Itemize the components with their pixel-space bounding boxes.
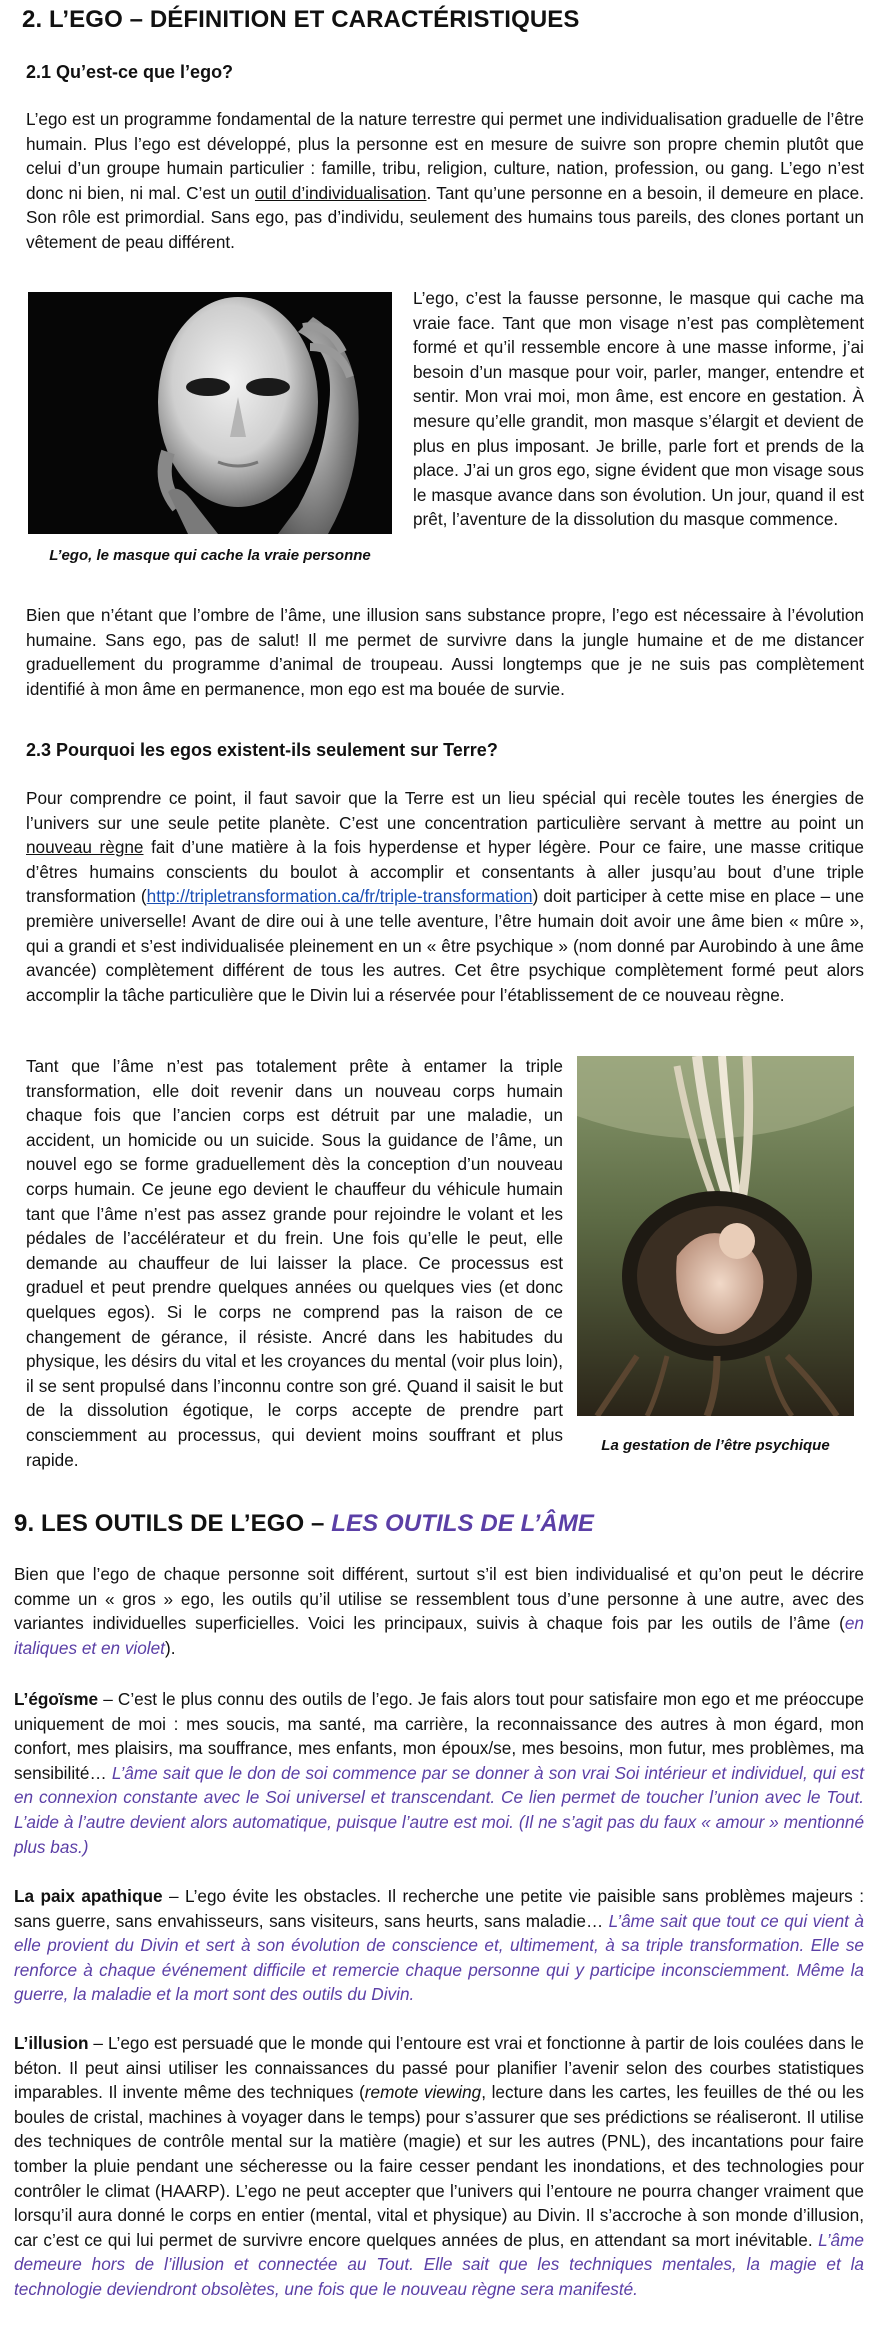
mask-photo [28,292,392,534]
triple-transformation-link[interactable]: http://tripletransformation.ca/fr/triple-transformation [146,886,533,907]
paragraph-ego-definition: L’ego est un programme fondamental de la nature terrestre qui permet une individualisation graduelle de l’être humain. Plus l’ego est développé, plus la personne est en mesure de suivre son propre chemin plutôt que celui d’un groupe humain particulier : famille, tribu, religion, culture, nation, profession, ou gang. L’ego n’est donc ni bien, ni mal. C’est un outil d’individualisation. Tant qu’une personne en a besoin, il demeure en place. Son rôle est primordial. Sans ego, pas d’individu, seulement des humains tous pareils, des clones portant un vêtement de peau différent. [26,109,864,252]
subsection-2-3-heading: 2.3 Pourquoi les egos existent-ils seulement sur Terre? [26,740,498,760]
paix-soul-text: L’âme sait que tout ce qui vient à elle provient du Divin et sert à son évolution de conscience et, ultimement, à sa triple transformation. Elle se renforce à chaque événement difficile et remercie chaque personne qui y participe inconsciemment. Même la guerre, la maladie et la mort sont des outils du Divin. [14,1910,864,2005]
paragraph-mask: L’ego, c’est la fausse personne, le masque qui cache ma vraie face. Tant que mon visage n’est pas complètement formé et qu’il ressemble encore à une masse informe, j’ai besoin d’un masque pour voir, parler, manger, entendre et sentir. Mon vrai moi, mon âme, est encore en gestation. À mesure qu’elle grandit, mon masque s’élargit et devient de plus en plus imposant. Je brille, parle fort et prends de la place. J’ai un gros ego, signe évident que mon visage sous le masque avance dans son évolution. Un jour, quand il est prêt, l’aventure de la dissolution du masque commence. [413,288,864,530]
section-9-heading: 9. LES OUTILS DE L’EGO – LES OUTILS DE L’ÂME [14,1510,595,1537]
mask-illustration [28,292,392,534]
paragraph-shadow-clip [26,603,864,697]
mask-caption: L’ego, le masque qui cache la vraie personne [49,547,371,564]
illusion-soul-text: L’âme demeure hors de l’illusion et connectée au Tout. Elle sait que les techniques mentales, la magie et la technologie deviendront obsolètes, une fois que le nouveau règne sera manifesté. [14,2229,864,2299]
paragraph-soul-readiness: Tant que l’âme n’est pas totalement prête à entamer la triple transformation, elle doit revenir dans un nouveau corps humain chaque fois que l’ancien corps est détruit par une maladie, un accident, un homicide ou un suicide. Sous la guidance de l’âme, un nouvel ego se forme graduellement dès la conception d’un nouveau corps humain. Ce jeune ego devient le chauffeur du véhicule humain tant que l’âme n’est pas assez grande pour rejoindre le volant et les pédales de l’accélérateur et du frein. Une fois qu’elle le peut, elle demande au chauffeur de lui laisser la place. Ce processus est graduel et peut prendre quelques années ou quelques vies (et donc quelques egos). Si le corps ne comprend pas la raison de ce changement de gérance, il résiste. Ancré dans les habitudes du physique, les désirs du vital et les croyances du mental (voir plus loin), il se sent propulsé dans l’inconnu contre son gré. Quand il saisit le but de la dissolution égotique, le corps accepte de prendre part consciemment au processus, qui devient moins souffrant et plus rapide. [26,1056,563,1470]
paragraph-earth: Pour comprendre ce point, il faut savoir que la Terre est un lieu spécial qui recèle toutes les énergies de l’univers sur une seule petite planète. C’est une concentration particulière servant à mettre au point un nouveau règne fait d’une matière à la fois hyperdense et hyper légère. Pour ce faire, une masse critique d’êtres humains conscients du boulot à accomplir et consentants à aller jusqu’au bout d’une triple transformation (http://tripletransformation.ca/fr/triple-transformation) doit participer à cette mise en place – une première universelle! Avant de dire oui à une telle aventure, l’être humain doit avoir une âme bien « mûre », qui a grandi et s’est individualisée pleinement en un « être psychique » (nom donné par Aurobindo à une âme avancée) complètement différent de tous les autres. Cet être psychique complètement formé peut alors accomplir la tâche particulière que le Divin lui a réservée pour l’établissement de ce nouveau règne. [26,788,865,1005]
gestation-illustration [577,1056,854,1416]
paragraph-shadow-of-soul: Bien que n’étant que l’ombre de l’âme, une illusion sans substance propre, l’ego est nécessaire à l’évolution humaine. Sans ego, pas de salut! Il me permet de survivre dans la jungle humaine et de me distancer graduellement du programme d’animal de troupeau. Aussi longtemps que je ne suis pas complètement identifié à mon âme en permanence, mon ego est ma bouée de survie. [26,605,864,697]
paix-apathique-term: La paix apathique [14,1886,163,1906]
subsection-2-1-heading: 2.1 Qu’est-ce que l’ego? [26,62,234,82]
section-2-heading: 2. L’EGO – DÉFINITION ET CARACTÉRISTIQUES [22,6,580,33]
paragraph-egoisme: L’égoïsme – C’est le plus connu des outils de l’ego. Je fais alors tout pour satisfaire mon ego et me préoccupe uniquement de moi : mes soucis, ma santé, ma carrière, la reconnaissance des autres à mon égard, mon confort, mes plaisirs, ma souffrance, mes enfants, mon époux/se, mes besoins, mon futur, mes problèmes, ma sensibilité… L’âme sait que le don de soi commence par se donner à son vrai Soi intérieur et individuel, qui est en connexion constante avec le Soi universel et transcendant. Ce lien permet de toucher l’union avec le Tout. L’aide à l’autre devient alors automatique, puisque l’autre est moi. (Il ne s’agit pas du faux « amour » mentionné plus bas.) [14,1689,865,1857]
outil-individualisation-term: outil d’individualisation [254,182,427,203]
illusion-term: L’illusion [14,2033,89,2053]
section-9-heading-soul: LES OUTILS DE L’ÂME [331,1510,595,1537]
paragraph-tools-intro: Bien que l’ego de chaque personne soit différent, surtout s’il est bien individualisé et qu’on peut le décrire comme un « gros » ego, les outils qu’il utilise se ressemblent tous d’une personne à une autre, avec des variantes individuelles superficielles. Voici les principaux, suivis à chaque fois par les outils de l’âme (en italiques et en violet). [14,1564,864,1658]
gestation-caption: La gestation de l’être psychique [601,1437,830,1454]
gestation-image [577,1056,854,1416]
egoisme-soul-text: L’âme sait que le don de soi commence par se donner à son vrai Soi intérieur et individuel, qui est en connexion constante avec le Soi universel et transcendant. Ce lien permet de toucher l’union avec le Tout. L’aide à l’autre devient alors automatique, puisque l’autre est moi. (Il ne s’agit pas du faux « amour » mentionné plus bas.) [14,1762,865,1857]
intro-purple-note: en italiques et en violet [14,1613,864,1658]
egoisme-term: L’égoïsme [14,1689,99,1709]
paragraph-illusion: L’illusion – L’ego est persuadé que le monde qui l’entoure est vrai et fonctionne à partir de lois coulées dans le béton. Il peut ainsi utiliser les connaissances du passé pour planifier l’avenir selon des courbes statistiques imparables. Il invente même des techniques (remote viewing, lecture dans les cartes, les feuilles de thé ou les boules de cristal, machines à voyager dans le temps) pour s’assurer que ses prédictions se réaliseront. Il utilise des techniques de contrôle mental sur la matière (magie) et sur les autres (PNL), des incantations pour faire tomber la pluie pendant une sécheresse ou la faire cesser pendant les inondations, et des technologies pour contrôler le climat (HAARP). L’ego ne peut accepter que l’univers qui l’entoure ne pourra changer vraiment que lorsqu’il aura donné le corps en entier (mental, vital et physique) au Divin. Il s’accroche à son monde d’illusion, car c’est ce qui lui permet de survivre encore quelques années de plus, en attendant sa mort inévitable. L’âme demeure hors de l’illusion et connectée au Tout. Elle sait que les techniques mentales, la magie et la technologie deviendront obsolètes, une fois que le nouveau règne sera manifesté. [14,2033,864,2299]
remote-viewing-term: remote viewing [364,2082,482,2103]
nouveau-regne-term: nouveau règne [26,837,144,858]
paragraph-paix-apathique: La paix apathique – L’ego évite les obstacles. Il recherche une petite vie paisible sans problèmes majeurs : sans guerre, sans envahisseurs, sans visiteurs, sans heurts, sans maladie… L’âme sait que tout ce qui vient à elle provient du Divin et sert à son évolution de conscience et, ultimement, à sa triple transformation. Elle se renforce à chaque événement difficile et remercie chaque personne qui y participe inconsciemment. Même la guerre, la maladie et la mort sont des outils du Divin. [14,1886,864,2005]
